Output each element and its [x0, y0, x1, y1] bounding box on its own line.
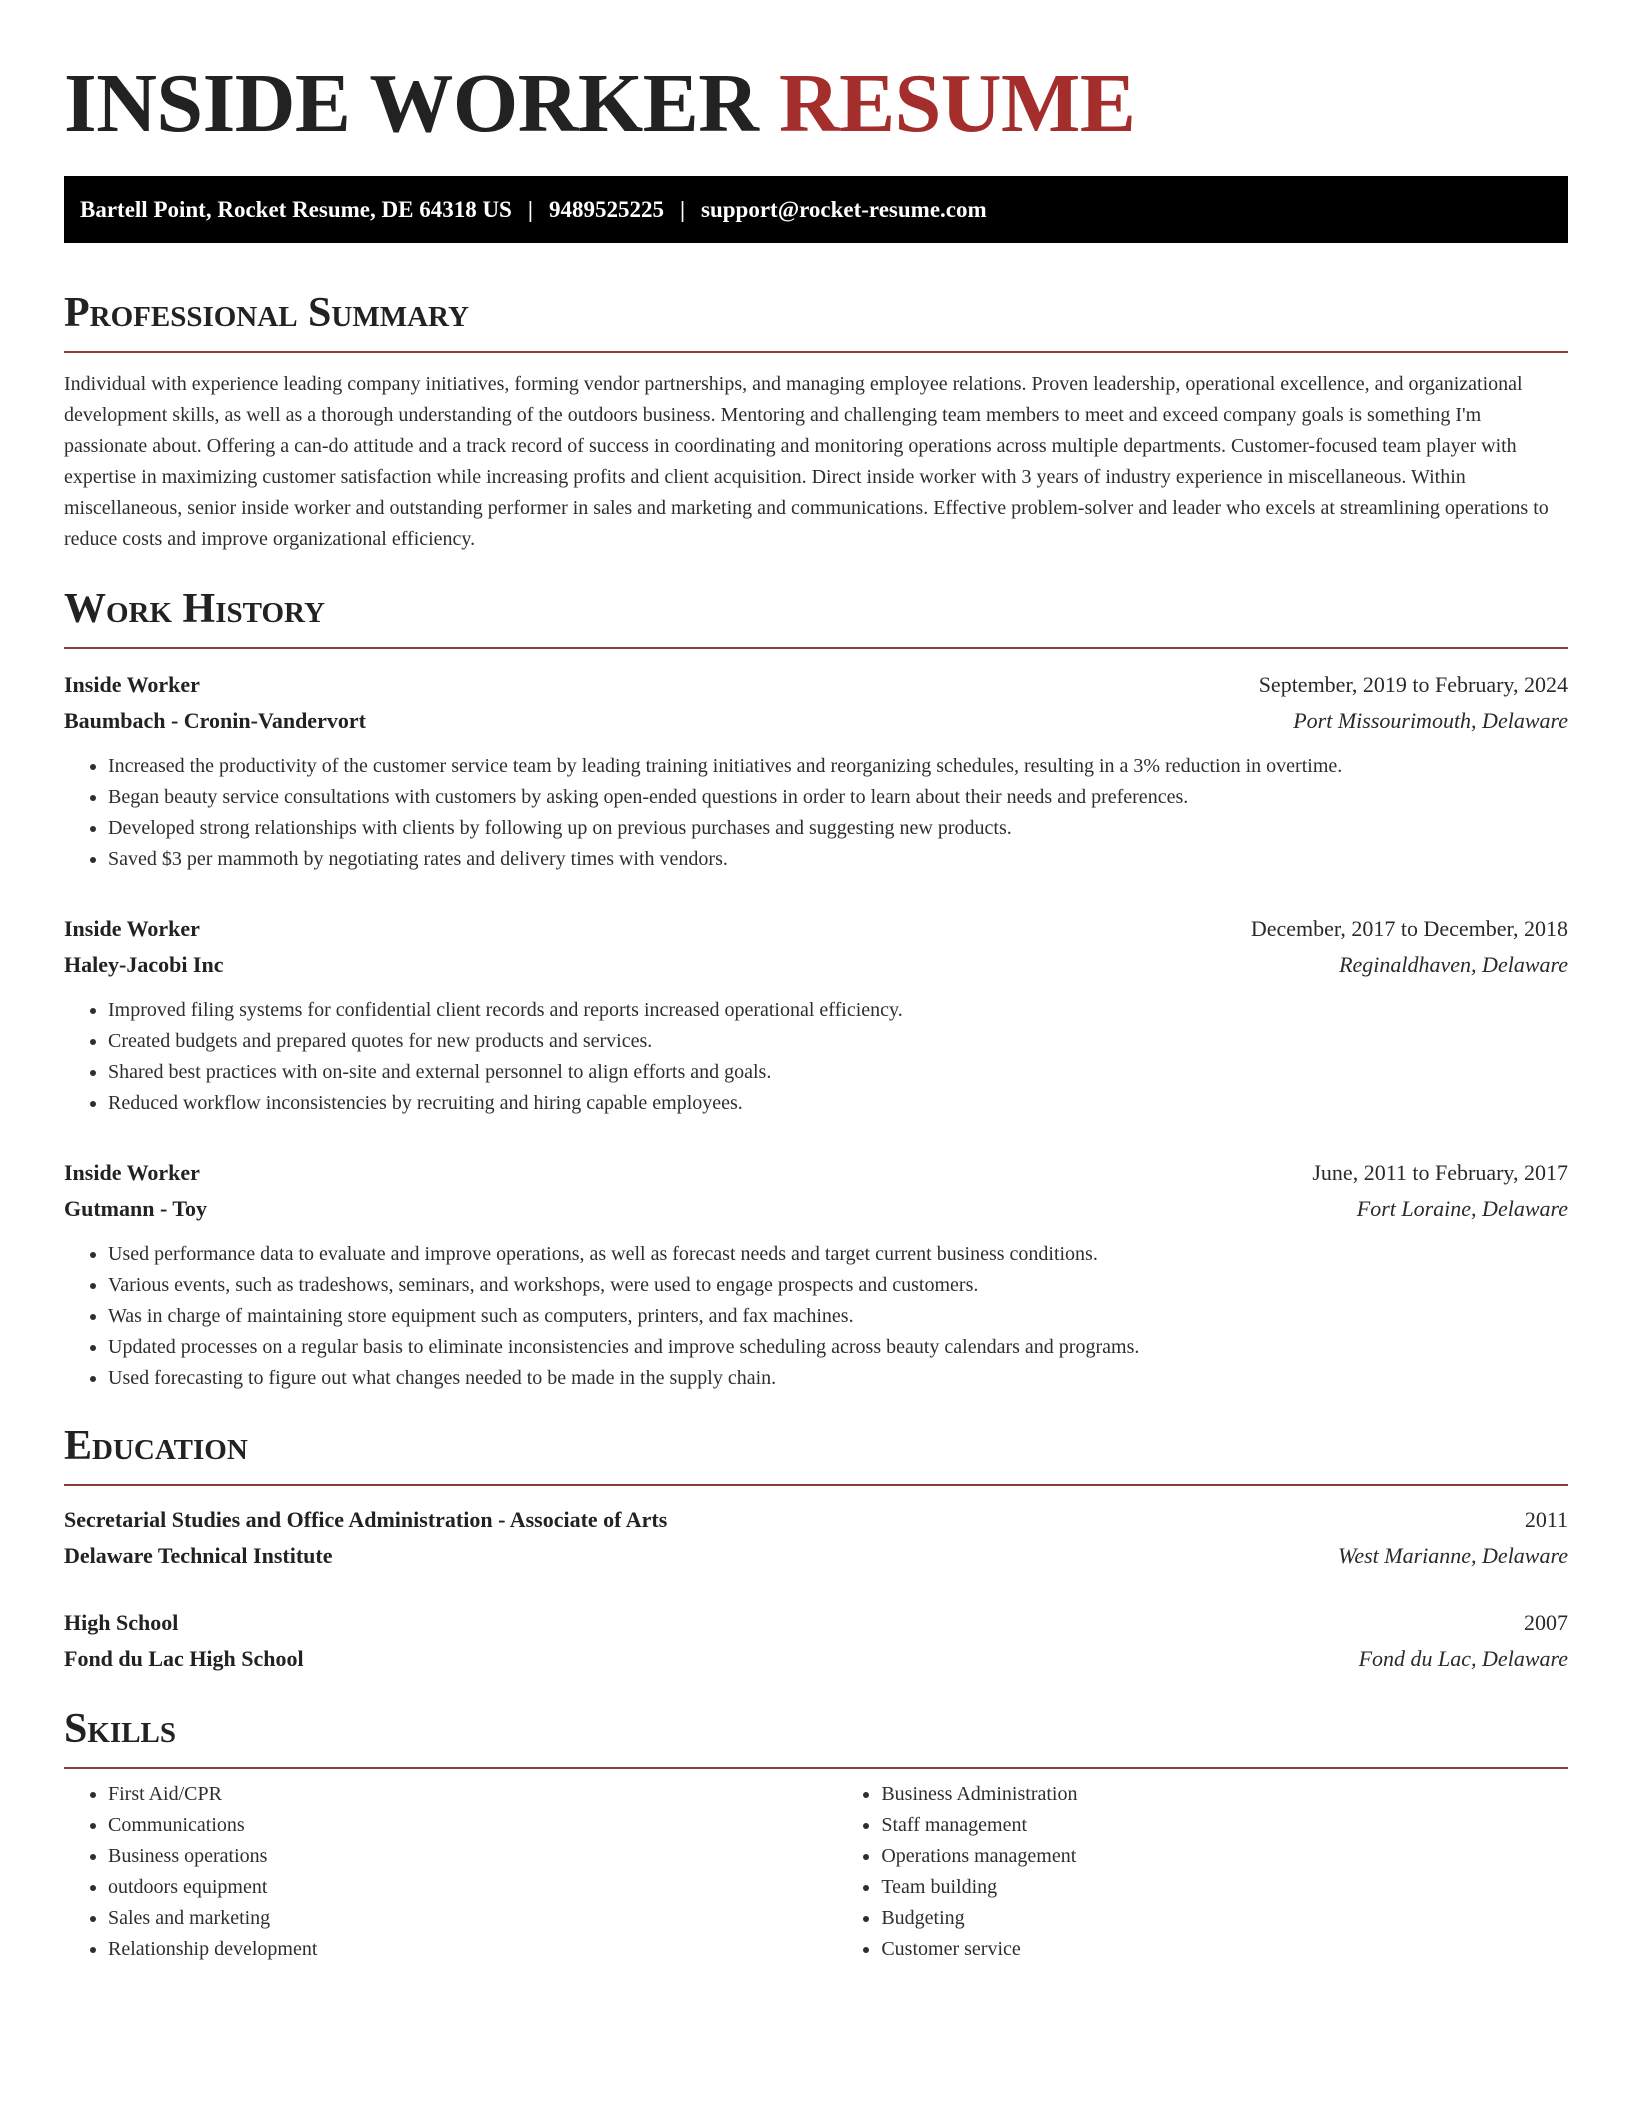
skills-list: [64, 1779, 1568, 1965]
job-company: Gutmann - Toy: [64, 1196, 208, 1221]
job-bullet: • Was in charge of maintaining store equipment such as computers, printers, and fax machines.: [108, 1301, 1568, 1332]
job-bullet: • Used forecasting to figure out what changes needed to be made in the supply chain.: [108, 1363, 1568, 1394]
skill-item: • outdoors equipment: [108, 1872, 837, 1903]
job-title: Inside Worker: [64, 916, 200, 941]
job-title-row: [64, 667, 1568, 703]
job-company: Haley-Jacobi Inc: [64, 952, 224, 977]
education-year: 2007: [1524, 1610, 1568, 1635]
work-history-heading: Work History: [64, 583, 1568, 649]
job-location: Port Missourimouth, Delaware: [1293, 708, 1568, 733]
job-company: Baumbach - Cronin-Vandervort: [64, 708, 366, 733]
contact-phone: 9489525225: [548, 196, 664, 222]
job-bullet: • Created budgets and prepared quotes for new products and services.: [108, 1026, 1568, 1057]
education-year: 2011: [1524, 1507, 1568, 1532]
skill-item: • Business operations: [108, 1841, 837, 1872]
job-bullet: • Saved $3 per mammoth by negotiating rates and delivery times with vendors.: [108, 844, 1568, 875]
skill-item: • Budgeting: [881, 1903, 1568, 1934]
job-bullet: • Used performance data to evaluate and improve operations, as well as forecast needs and target current business conditions.: [108, 1239, 1568, 1270]
skill-item: • Operations management: [881, 1841, 1568, 1872]
job-entry: [64, 911, 1568, 1119]
skill-item: • Communications: [108, 1810, 837, 1841]
job-location: Fort Loraine, Delaware: [1356, 1196, 1568, 1221]
education-degree: High School: [64, 1610, 179, 1635]
skill-item: • Sales and marketing: [108, 1903, 837, 1934]
job-dates: December, 2017 to December, 2018: [1250, 916, 1568, 941]
skills-heading: Skills: [64, 1703, 1568, 1769]
job-title: Inside Worker: [64, 672, 200, 697]
education-entry: [64, 1502, 1568, 1574]
job-location: Reginaldhaven, Delaware: [1339, 952, 1568, 977]
skill-item: • Team building: [881, 1872, 1568, 1903]
contact-bar: [64, 176, 1568, 243]
education-entry: [64, 1605, 1568, 1677]
job-title-row: [64, 911, 1568, 947]
job-bullet: • Improved filing systems for confidential client records and reports increased operational efficiency.: [108, 995, 1568, 1026]
job-bullet: • Various events, such as tradeshows, seminars, and workshops, were used to engage prospects and customers.: [108, 1270, 1568, 1301]
job-bullet: • Began beauty service consultations with customers by asking open-ended questions in order to learn about their needs and preferences.: [108, 782, 1568, 813]
job-title-row: [64, 1155, 1568, 1191]
skills-column-left: [108, 1779, 837, 1965]
skill-item: • Customer service: [881, 1934, 1568, 1965]
job-bullet: • Developed strong relationships with clients by following up on previous purchases and suggesting new products.: [108, 813, 1568, 844]
job-bullets: [108, 1239, 1568, 1394]
education-school-row: [64, 1538, 1568, 1574]
education-degree-row: [64, 1605, 1568, 1641]
summary-heading: Professional Summary: [64, 287, 1568, 353]
education-location: West Marianne, Delaware: [1338, 1543, 1568, 1568]
summary-text: Individual with experience leading company initiatives, forming vendor partnerships, and managing employee relations. Proven leadership, operational excellence, and organizational development skills, as well as a thorough understanding of the outdoors business. Mentoring and challenging team members to meet and exceed company goals is something I'm passionate about. Offering a can-do attitude and a track record of success in coordinating and monitoring operations across multiple departments. Customer-focused team player with expertise in maximizing customer satisfaction while increasing profits and client acquisition. Direct inside worker with 3 years of industry experience in miscellaneous. Within miscellaneous, senior inside worker and outstanding performer in sales and marketing and communications. Effective problem-solver and leader who excels at streamlining operations to reduce costs and improve organizational efficiency.: [64, 373, 1549, 550]
skill-item: • Relationship development: [108, 1934, 837, 1965]
job-bullets: [108, 751, 1568, 875]
resume-title-accent: RESUME: [778, 57, 1136, 150]
contact-separator: |: [679, 196, 686, 222]
job-dates: June, 2011 to February, 2017: [1312, 1160, 1568, 1185]
job-bullet: • Increased the productivity of the customer service team by leading training initiatives and reorganizing schedules, resulting in a 3% reduction in overtime.: [108, 751, 1568, 782]
job-company-row: [64, 947, 1568, 983]
resume-title: [64, 0, 1568, 176]
job-title: Inside Worker: [64, 1160, 200, 1185]
job-company-row: [64, 703, 1568, 739]
contact-email: support@rocket-resume.com: [701, 196, 987, 222]
skill-item: • First Aid/CPR: [108, 1779, 837, 1810]
job-bullets: [108, 995, 1568, 1119]
job-bullet: • Reduced workflow inconsistencies by recruiting and hiring capable employees.: [108, 1088, 1568, 1119]
job-entry: [64, 1155, 1568, 1394]
job-bullet: • Updated processes on a regular basis to eliminate inconsistencies and improve scheduling across beauty calendars and programs.: [108, 1332, 1568, 1363]
education-school: Fond du Lac High School: [64, 1646, 304, 1671]
education-degree: Secretarial Studies and Office Administration - Associate of Arts: [64, 1507, 668, 1532]
job-entry: [64, 667, 1568, 875]
skill-item: • Staff management: [881, 1810, 1568, 1841]
education-heading: Education: [64, 1420, 1568, 1486]
education-degree-row: [64, 1502, 1568, 1538]
skill-item: • Business Administration: [881, 1779, 1568, 1810]
job-company-row: [64, 1191, 1568, 1227]
contact-separator: |: [527, 196, 533, 222]
resume-title-main: INSIDE WORKER: [64, 57, 759, 150]
education-location: Fond du Lac, Delaware: [1358, 1646, 1568, 1671]
job-bullet: • Shared best practices with on-site and external personnel to align efforts and goals.: [108, 1057, 1568, 1088]
skills-column-right: [837, 1779, 1568, 1965]
contact-address: Bartell Point, Rocket Resume, DE 64318 US: [80, 196, 512, 222]
education-school: Delaware Technical Institute: [64, 1543, 333, 1568]
education-school-row: [64, 1641, 1568, 1677]
job-dates: September, 2019 to February, 2024: [1258, 672, 1568, 697]
